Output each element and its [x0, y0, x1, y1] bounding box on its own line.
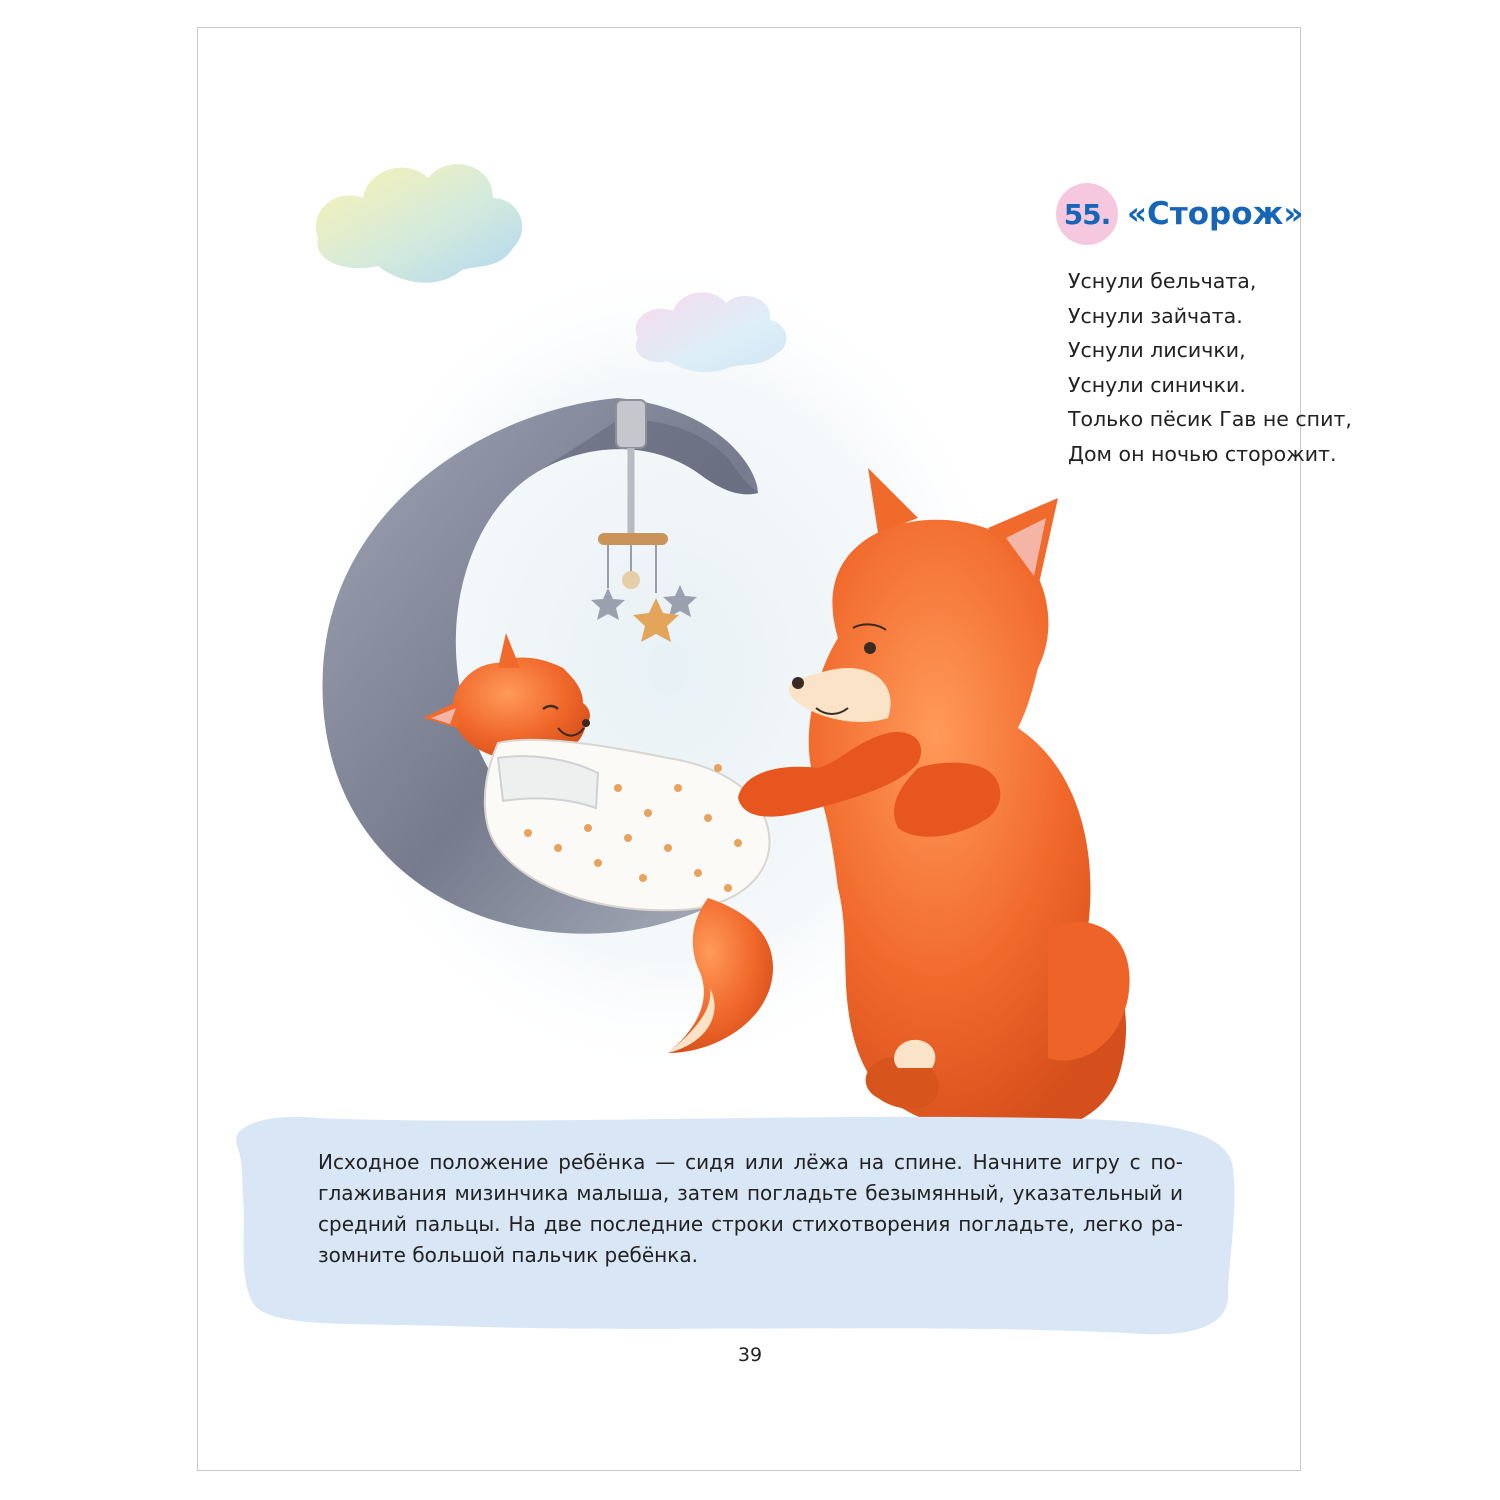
instruction-line: средний пальцы. На две последние строки стихотворения погладьте, легко ра-: [318, 1212, 1183, 1236]
instructions-text: [318, 1147, 1183, 1271]
instruction-line: глаживания мизинчика малыша, затем погладьте безымянный, указательный и: [318, 1181, 1183, 1205]
instruction-line: Исходное положение ребёнка — сидя или лёжа на спине. Начните игру с по-: [318, 1150, 1183, 1174]
poem-line: Уснули зайчата.: [1068, 303, 1243, 328]
poem-line: Только пёсик Гав не спит,: [1068, 407, 1352, 432]
rhyme-title: «Сторож»: [1127, 196, 1304, 232]
poem-line: Уснули бельчата,: [1068, 269, 1257, 293]
poem-line: Дом он ночью сторожит.: [1068, 441, 1337, 466]
instruction-line: зомните большой пальчик ребёнка.: [318, 1243, 698, 1267]
page-number: 39: [737, 1344, 763, 1366]
page-heading: [1056, 183, 1303, 245]
poem-line: Уснули синички.: [1068, 372, 1246, 397]
poem: [1068, 264, 1352, 472]
poem-line: Уснули лисички,: [1068, 338, 1246, 363]
rhyme-number-badge: 55.: [1056, 183, 1118, 245]
cloud-icon: [316, 164, 522, 283]
